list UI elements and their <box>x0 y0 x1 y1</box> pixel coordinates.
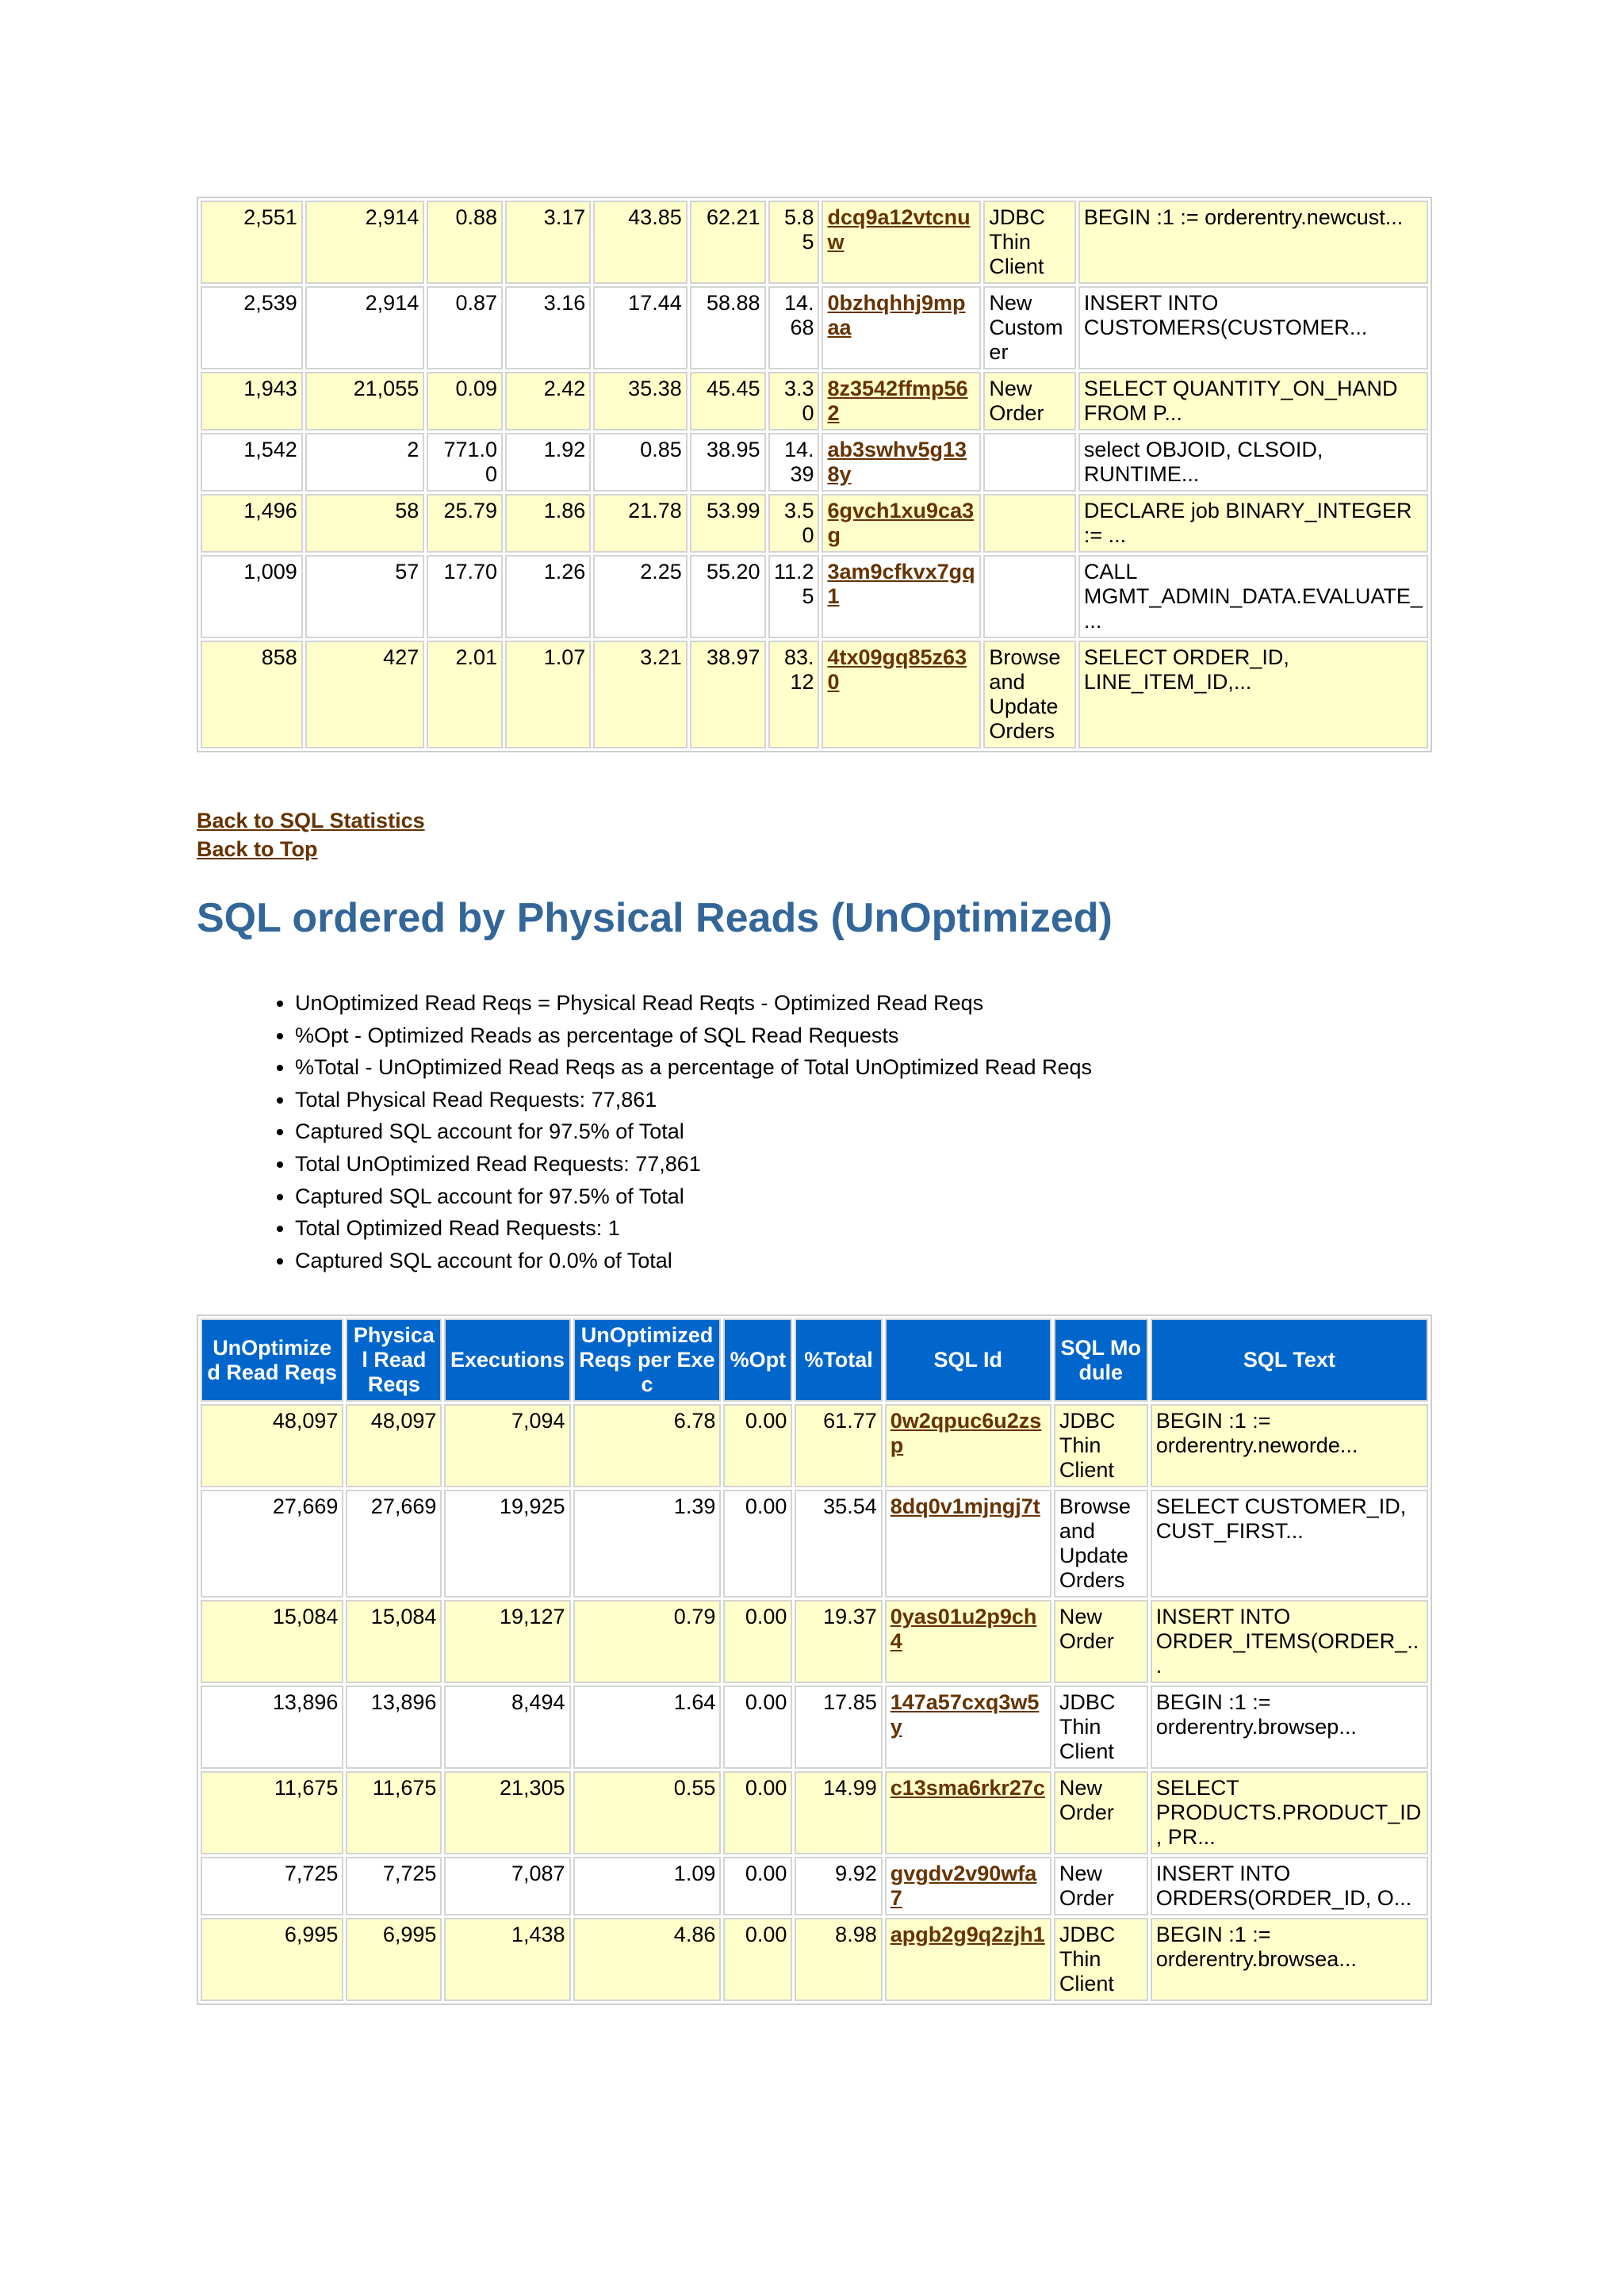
table-cell: 7,087 <box>444 1857 570 1915</box>
sql-module-cell: New Customer <box>983 286 1075 369</box>
table-cell: 0.79 <box>573 1600 722 1683</box>
sql-id-cell <box>822 372 981 430</box>
sql-module-cell: Browse and Update Orders <box>983 641 1075 748</box>
table-cell: 0.55 <box>573 1771 722 1854</box>
sql-id-cell <box>885 1918 1051 2001</box>
table-cell: 1.26 <box>505 555 591 638</box>
sql-text-cell: BEGIN :1 := orderentry.neworde... <box>1151 1404 1428 1487</box>
sql-text-cell: INSERT INTO ORDER_ITEMS(ORDER_... <box>1151 1600 1428 1683</box>
table-cell: 14.68 <box>768 286 820 369</box>
sql-module-cell: JDBC Thin Client <box>1054 1918 1148 2001</box>
table-cell: 1.92 <box>505 433 591 492</box>
sql-id-link[interactable]: 0w2qpuc6u2zsp <box>890 1409 1042 1457</box>
sql-id-cell <box>822 201 981 284</box>
table-cell: 1,542 <box>201 433 303 492</box>
table-cell: 7,725 <box>346 1857 442 1915</box>
table-cell: 1.64 <box>573 1686 722 1769</box>
table-cell: 6,995 <box>201 1918 343 2001</box>
top-sql-table <box>197 197 1432 752</box>
column-header: UnOptimized Read Reqs <box>201 1318 343 1402</box>
sql-text-cell: CALL MGMT_ADMIN_DATA.EVALUATE_... <box>1078 555 1428 638</box>
table-cell: 21.78 <box>593 494 688 553</box>
sql-id-cell <box>885 1600 1051 1683</box>
table-cell: 2,551 <box>201 201 303 284</box>
table-cell: 83.12 <box>768 641 820 748</box>
table-cell: 11,675 <box>346 1771 442 1854</box>
column-header: %Total <box>795 1318 882 1402</box>
table-cell: 0.87 <box>427 286 503 369</box>
sql-module-cell: JDBC Thin Client <box>983 201 1075 284</box>
sql-module-cell: New Order <box>1054 1857 1148 1915</box>
sql-text-cell: BEGIN :1 := orderentry.browsea... <box>1151 1918 1428 2001</box>
table-cell: 43.85 <box>593 201 688 284</box>
table-cell: 2,914 <box>305 201 424 284</box>
sql-text-cell: SELECT CUSTOMER_ID, CUST_FIRST... <box>1151 1490 1428 1598</box>
table-cell: 48,097 <box>346 1404 442 1487</box>
table-row <box>201 641 1428 748</box>
table-cell: 3.21 <box>593 641 688 748</box>
sql-id-cell <box>822 555 981 638</box>
sql-id-link[interactable]: 6gvch1xu9ca3g <box>827 499 975 547</box>
table-cell: 11.25 <box>768 555 820 638</box>
table-cell: 1.39 <box>573 1490 722 1598</box>
table-cell: 858 <box>201 641 303 748</box>
table-cell: 55.20 <box>690 555 766 638</box>
physical-reads-table <box>197 1314 1432 2005</box>
sql-id-link[interactable]: 8dq0v1mjngj7t <box>890 1494 1040 1518</box>
column-header: UnOptimized Reqs per Exec <box>573 1318 722 1402</box>
table-cell: 62.21 <box>690 201 766 284</box>
column-header: Physical Read Reqs <box>346 1318 442 1402</box>
table-cell: 58.88 <box>690 286 766 369</box>
table-row <box>201 1686 1428 1769</box>
sql-text-cell: SELECT ORDER_ID, LINE_ITEM_ID,... <box>1078 641 1428 748</box>
note-item: • Captured SQL account for 97.5% of Total <box>295 1181 1092 1213</box>
table-cell: 35.38 <box>593 372 688 430</box>
table-cell: 2.01 <box>427 641 503 748</box>
table-row <box>201 1857 1428 1915</box>
table-cell: 0.00 <box>723 1918 792 2001</box>
table-cell: 2.42 <box>505 372 591 430</box>
sql-text-cell: SELECT QUANTITY_ON_HAND FROM P... <box>1078 372 1428 430</box>
note-item: • Captured SQL account for 0.0% of Total <box>295 1245 1092 1277</box>
table-cell: 1,438 <box>444 1918 570 2001</box>
note-item: • UnOptimized Read Reqs = Physical Read Reqts - Optimized Read Reqs <box>295 987 1092 1020</box>
table-cell: 8,494 <box>444 1686 570 1769</box>
sql-id-cell <box>822 494 981 553</box>
sql-module-cell: Browse and Update Orders <box>1054 1490 1148 1598</box>
sql-id-cell <box>885 1771 1051 1854</box>
table-cell: 427 <box>305 641 424 748</box>
sql-module-cell: New Order <box>1054 1600 1148 1683</box>
note-item: • Captured SQL account for 97.5% of Total <box>295 1115 1092 1148</box>
note-item: • %Opt - Optimized Reads as percentage of SQL Read Requests <box>295 1020 1092 1052</box>
section-title: SQL ordered by Physical Reads (UnOptimized) <box>197 895 1113 941</box>
table-row <box>201 1918 1428 2001</box>
sql-id-cell <box>885 1404 1051 1487</box>
table-cell: 15,084 <box>346 1600 442 1683</box>
table-cell: 6.78 <box>573 1404 722 1487</box>
table-cell: 5.85 <box>768 201 820 284</box>
table-cell: 0.00 <box>723 1857 792 1915</box>
sql-id-cell <box>885 1857 1051 1915</box>
table-row <box>201 1771 1428 1854</box>
column-header: Executions <box>444 1318 570 1402</box>
table-cell: 4.86 <box>573 1918 722 2001</box>
table-cell: 19,127 <box>444 1600 570 1683</box>
sql-id-cell <box>885 1686 1051 1769</box>
table-cell: 21,305 <box>444 1771 570 1854</box>
table-cell: 2,914 <box>305 286 424 369</box>
table-cell: 14.99 <box>795 1771 882 1854</box>
sql-id-link[interactable]: 0yas01u2p9ch4 <box>890 1605 1037 1653</box>
note-item: • Total Physical Read Requests: 77,861 <box>295 1084 1092 1116</box>
table-row <box>201 1600 1428 1683</box>
sql-module-cell: JDBC Thin Client <box>1054 1686 1148 1769</box>
table-cell: 1,943 <box>201 372 303 430</box>
back-to-top-link[interactable]: Back to Top <box>197 837 318 861</box>
table-cell: 61.77 <box>795 1404 882 1487</box>
table-header-row <box>201 1318 1428 1402</box>
table-cell: 0.00 <box>723 1686 792 1769</box>
note-item: • Total Optimized Read Requests: 1 <box>295 1212 1092 1245</box>
sql-text-cell: BEGIN :1 := orderentry.newcust... <box>1078 201 1428 284</box>
sql-text-cell: INSERT INTO ORDERS(ORDER_ID, O... <box>1151 1857 1428 1915</box>
sql-id-link[interactable]: 3am9cfkvx7gq1 <box>827 560 975 608</box>
table-cell: 27,669 <box>346 1490 442 1598</box>
sql-id-cell <box>822 433 981 492</box>
table-cell: 3.50 <box>768 494 820 553</box>
table-cell: 2,539 <box>201 286 303 369</box>
sql-id-link[interactable]: 8z3542ffmp562 <box>827 377 968 425</box>
table-cell: 1,496 <box>201 494 303 553</box>
sql-text-cell: INSERT INTO CUSTOMERS(CUSTOMER... <box>1078 286 1428 369</box>
table-cell: 15,084 <box>201 1600 343 1683</box>
table-cell: 771.00 <box>427 433 503 492</box>
sql-id-link[interactable]: c13sma6rkr27c <box>890 1776 1045 1800</box>
table-cell: 1.86 <box>505 494 591 553</box>
table-cell: 48,097 <box>201 1404 343 1487</box>
table-row <box>201 433 1428 492</box>
table-cell: 53.99 <box>690 494 766 553</box>
table-cell: 3.30 <box>768 372 820 430</box>
table-cell: 0.00 <box>723 1404 792 1487</box>
sql-id-link[interactable]: 4tx09gq85z630 <box>827 645 967 694</box>
table-cell: 19.37 <box>795 1600 882 1683</box>
table-cell: 0.09 <box>427 372 503 430</box>
table-row <box>201 555 1428 638</box>
table-cell: 11,675 <box>201 1771 343 1854</box>
table-cell: 9.92 <box>795 1857 882 1915</box>
table-cell: 2 <box>305 433 424 492</box>
table-cell: 0.00 <box>723 1771 792 1854</box>
sql-text-cell: BEGIN :1 := orderentry.browsep... <box>1151 1686 1428 1769</box>
table-cell: 1.09 <box>573 1857 722 1915</box>
table-cell: 3.16 <box>505 286 591 369</box>
table-cell: 1,009 <box>201 555 303 638</box>
notes-list <box>246 987 1092 1276</box>
table-cell: 45.45 <box>690 372 766 430</box>
sql-module-cell <box>983 433 1075 492</box>
table-row <box>201 494 1428 553</box>
table-cell: 14.39 <box>768 433 820 492</box>
table-cell: 17.44 <box>593 286 688 369</box>
sql-id-cell <box>822 641 981 748</box>
table-cell: 38.97 <box>690 641 766 748</box>
sql-module-cell: New Order <box>983 372 1075 430</box>
table-row <box>201 201 1428 284</box>
back-to-sql-statistics-link[interactable]: Back to SQL Statistics <box>197 809 425 832</box>
table-row <box>201 372 1428 430</box>
table-cell: 57 <box>305 555 424 638</box>
column-header: SQL Text <box>1151 1318 1428 1402</box>
column-header: %Opt <box>723 1318 792 1402</box>
sql-module-cell: JDBC Thin Client <box>1054 1404 1148 1487</box>
table-cell: 38.95 <box>690 433 766 492</box>
table-row <box>201 286 1428 369</box>
table-cell: 1.07 <box>505 641 591 748</box>
table-cell: 25.79 <box>427 494 503 553</box>
table-cell: 27,669 <box>201 1490 343 1598</box>
sql-id-cell <box>822 286 981 369</box>
note-item: • %Total - UnOptimized Read Reqs as a percentage of Total UnOptimized Read Reqs <box>295 1051 1092 1084</box>
note-item: • Total UnOptimized Read Requests: 77,861 <box>295 1148 1092 1181</box>
table-cell: 13,896 <box>346 1686 442 1769</box>
table-cell: 17.70 <box>427 555 503 638</box>
sql-text-cell: SELECT PRODUCTS.PRODUCT_ID, PR... <box>1151 1771 1428 1854</box>
table-cell: 21,055 <box>305 372 424 430</box>
table-cell: 58 <box>305 494 424 553</box>
table-row <box>201 1404 1428 1487</box>
sql-module-cell <box>983 555 1075 638</box>
table-cell: 3.17 <box>505 201 591 284</box>
sql-id-link[interactable]: apgb2g9q2zjh1 <box>890 1923 1045 1946</box>
sql-module-cell <box>983 494 1075 553</box>
sql-id-link[interactable]: ab3swhv5g138y <box>827 438 967 486</box>
table-cell: 0.88 <box>427 201 503 284</box>
sql-module-cell: New Order <box>1054 1771 1148 1854</box>
table-cell: 19,925 <box>444 1490 570 1598</box>
sql-text-cell: select OBJOID, CLSOID, RUNTIME... <box>1078 433 1428 492</box>
sql-id-link[interactable]: 0bzhqhhj9mpaa <box>827 291 966 339</box>
table-cell: 0.85 <box>593 433 688 492</box>
table-cell: 17.85 <box>795 1686 882 1769</box>
table-cell: 6,995 <box>346 1918 442 2001</box>
column-header: SQL Id <box>885 1318 1051 1402</box>
nav-links <box>197 806 425 863</box>
table-cell: 13,896 <box>201 1686 343 1769</box>
table-cell: 8.98 <box>795 1918 882 2001</box>
table-cell: 7,725 <box>201 1857 343 1915</box>
table-cell: 35.54 <box>795 1490 882 1598</box>
sql-id-cell <box>885 1490 1051 1598</box>
sql-id-link[interactable]: dcq9a12vtcnuw <box>827 205 971 254</box>
sql-id-link[interactable]: gvgdv2v90wfa7 <box>890 1862 1037 1910</box>
sql-id-link[interactable]: 147a57cxq3w5y <box>890 1690 1040 1739</box>
table-cell: 2.25 <box>593 555 688 638</box>
table-row <box>201 1490 1428 1598</box>
table-cell: 0.00 <box>723 1600 792 1683</box>
table-cell: 7,094 <box>444 1404 570 1487</box>
column-header: SQL Module <box>1054 1318 1148 1402</box>
sql-text-cell: DECLARE job BINARY_INTEGER := ... <box>1078 494 1428 553</box>
table-cell: 0.00 <box>723 1490 792 1598</box>
